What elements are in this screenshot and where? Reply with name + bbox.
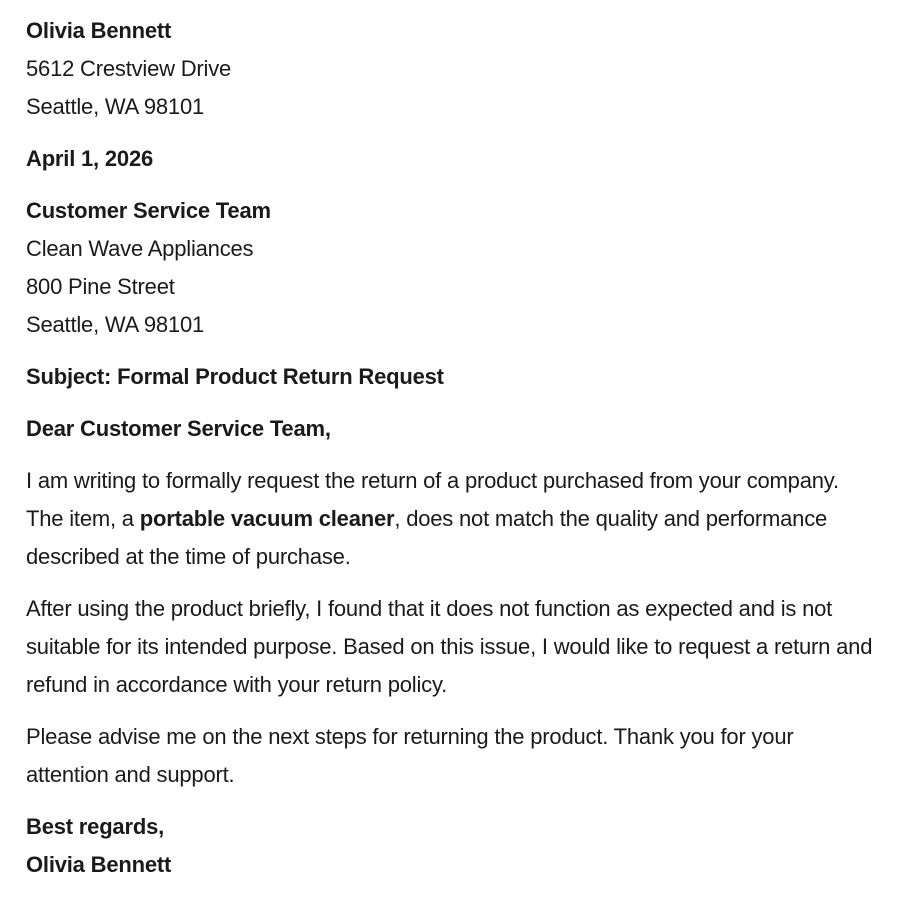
paragraph-1-text-before: I am writing to formally request the return of a product purchased from your company. The item, a (26, 468, 839, 531)
closing-salutation: Best regards, (26, 814, 165, 839)
sender-address-line-1: 5612 Crestview Drive (26, 56, 232, 81)
date-block (26, 140, 876, 178)
subject-block (26, 358, 876, 396)
body-paragraph-2: After using the product briefly, I found that it does not function as expected and is not suitable for its intended purpose. Based on this issue, I would like to request a return and refund in accordance with your return policy. (26, 596, 873, 697)
sender-address-line-2: Seattle, WA 98101 (26, 94, 205, 119)
recipient-block (26, 192, 876, 344)
recipient-address-line-2: Seattle, WA 98101 (26, 312, 205, 337)
body-paragraph-1 (26, 462, 876, 576)
recipient-name: Customer Service Team (26, 198, 271, 223)
body-paragraph-3: Please advise me on the next steps for returning the product. Thank you for your attention and support. (26, 724, 794, 787)
sender-name: Olivia Bennett (26, 18, 172, 43)
closing-block (26, 808, 876, 884)
subject-line: Subject: Formal Product Return Request (26, 364, 444, 389)
letter-date: April 1, 2026 (26, 146, 154, 171)
signature-name: Olivia Bennett (26, 852, 172, 877)
product-name-highlight: portable vacuum cleaner (139, 506, 395, 531)
greeting-block (26, 410, 876, 448)
recipient-address-line-1: 800 Pine Street (26, 274, 175, 299)
sender-block (26, 12, 876, 126)
greeting-line: Dear Customer Service Team, (26, 416, 331, 441)
paragraph-1-text-after: , does not match the quality and performance described at the time of purchase. (26, 506, 828, 569)
recipient-company: Clean Wave Appliances (26, 236, 254, 261)
